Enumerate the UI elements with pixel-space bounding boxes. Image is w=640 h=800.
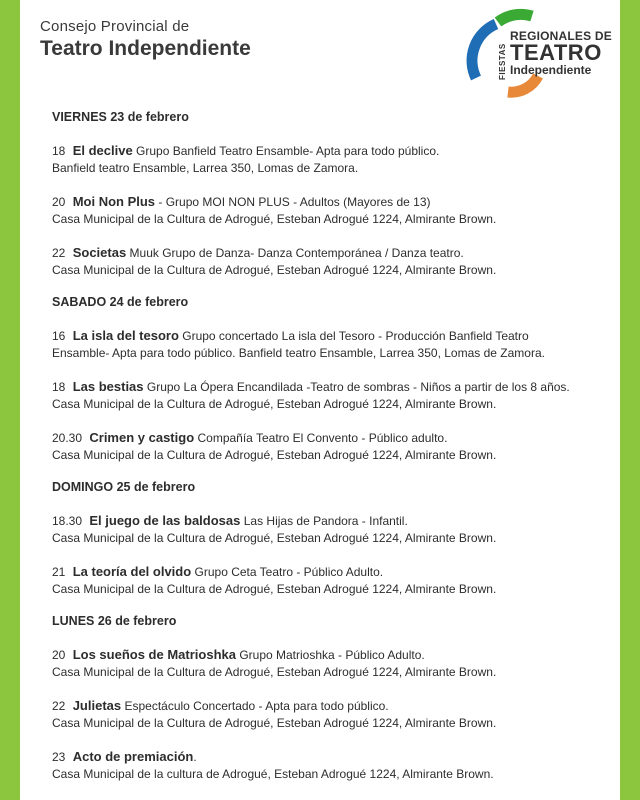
event-title: Acto de premiación <box>72 749 194 764</box>
event-description: Grupo La Ópera Encandilada -Teatro de sombras - Niños a partir de los 8 años. <box>146 380 570 394</box>
event-venue: Casa Municipal de la Cultura de Adrogué, Esteban Adrogué 1224, Almirante Brown. <box>52 531 497 545</box>
event-description: Grupo Matrioshka - Público Adulto. <box>239 648 425 662</box>
event-description: Grupo Banfield Teatro Ensamble- Apta para todo público. <box>136 144 440 158</box>
event-venue: Casa Municipal de la Cultura de Adrogué, Esteban Adrogué 1224, Almirante Brown. <box>52 212 497 226</box>
event-venue: Casa Municipal de la Cultura de Adrogué, Esteban Adrogué 1224, Almirante Brown. <box>52 716 497 730</box>
event-time: 18.30 <box>52 514 83 528</box>
event-title: Las bestias <box>72 379 144 394</box>
event-item <box>52 697 612 732</box>
event-venue: Casa Municipal de la Cultura de Adrogué, Esteban Adrogué 1224, Almirante Brown. <box>52 582 497 596</box>
event-venue: Banfield teatro Ensamble, Larrea 350, Lomas de Zamora. <box>52 161 359 175</box>
logo-independiente-text: Independiente <box>510 63 592 77</box>
event-title: La isla del tesoro <box>72 328 179 343</box>
org-name-line2: Teatro Independiente <box>40 37 251 60</box>
day-block <box>52 614 612 783</box>
logo-regionales-text: REGIONALES DE <box>510 29 612 43</box>
event-item <box>52 563 612 598</box>
day-heading: LUNES 26 de febrero <box>52 614 177 628</box>
day-heading: SABADO 24 de febrero <box>52 295 189 309</box>
program-card <box>20 0 620 800</box>
event-time: 20.30 <box>52 431 83 445</box>
event-venue: Ensamble- Apta para todo público. Banfield teatro Ensamble, Larrea 350, Lomas de Zamora. <box>52 346 545 360</box>
event-time: 23 <box>52 750 66 764</box>
event-time: 22 <box>52 699 66 713</box>
program-list <box>52 110 612 799</box>
day-heading: DOMINGO 25 de febrero <box>52 480 196 494</box>
event-venue: Casa Municipal de la Cultura de Adrogué, Esteban Adrogué 1224, Almirante Brown. <box>52 397 497 411</box>
event-title: Los sueños de Matrioshka <box>72 647 236 662</box>
event-item <box>52 327 612 362</box>
event-description: Grupo concertado La isla del Tesoro - Producción Banfield Teatro <box>182 329 529 343</box>
logo-teatro-text: TEATRO <box>510 40 602 65</box>
event-venue: Casa Municipal de la Cultura de Adrogué, Esteban Adrogué 1224, Almirante Brown. <box>52 263 497 277</box>
event-item <box>52 646 612 681</box>
event-time: 18 <box>52 144 66 158</box>
event-description: . <box>193 750 197 764</box>
event-item <box>52 512 612 547</box>
event-title: El juego de las baldosas <box>89 513 241 528</box>
event-title: La teoría del olvido <box>72 564 192 579</box>
event-venue: Casa Municipal de la cultura de Adrogué, Esteban Adrogué 1224, Almirante Brown. <box>52 767 494 781</box>
logo-fiestas-text: FIESTAS <box>498 43 507 80</box>
event-item <box>52 748 612 783</box>
event-item <box>52 244 612 279</box>
day-block <box>52 480 612 598</box>
header <box>40 18 251 61</box>
event-item <box>52 429 612 464</box>
event-title: Moi Non Plus <box>72 194 156 209</box>
day-heading: VIERNES 23 de febrero <box>52 110 189 124</box>
day-block <box>52 110 612 279</box>
festival-logo <box>458 8 618 98</box>
event-description: Espectáculo Concertado - Apta para todo público. <box>124 699 389 713</box>
event-time: 18 <box>52 380 66 394</box>
event-venue: Casa Municipal de la Cultura de Adrogué, Esteban Adrogué 1224, Almirante Brown. <box>52 448 497 462</box>
day-block <box>52 295 612 464</box>
event-item <box>52 142 612 177</box>
event-description: Las Hijas de Pandora - Infantil. <box>243 514 408 528</box>
event-description: - Grupo MOI NON PLUS - Adultos (Mayores de 13) <box>158 195 431 209</box>
event-item <box>52 193 612 228</box>
event-title: Julietas <box>72 698 122 713</box>
event-time: 20 <box>52 195 66 209</box>
event-time: 22 <box>52 246 66 260</box>
event-title: Crimen y castigo <box>89 430 195 445</box>
org-name-line1: Consejo Provincial de <box>40 18 190 35</box>
event-venue: Casa Municipal de la Cultura de Adrogué, Esteban Adrogué 1224, Almirante Brown. <box>52 665 497 679</box>
event-description: Compañía Teatro El Convento - Público adulto. <box>197 431 448 445</box>
event-time: 16 <box>52 329 66 343</box>
event-title: El declive <box>72 143 133 158</box>
event-item <box>52 378 612 413</box>
logo-wordmark <box>510 30 612 76</box>
event-description: Muuk Grupo de Danza- Danza Contemporánea / Danza teatro. <box>129 246 464 260</box>
event-description: Grupo Ceta Teatro - Público Adulto. <box>194 565 384 579</box>
event-time: 20 <box>52 648 66 662</box>
event-time: 21 <box>52 565 66 579</box>
event-title: Societas <box>72 245 127 260</box>
